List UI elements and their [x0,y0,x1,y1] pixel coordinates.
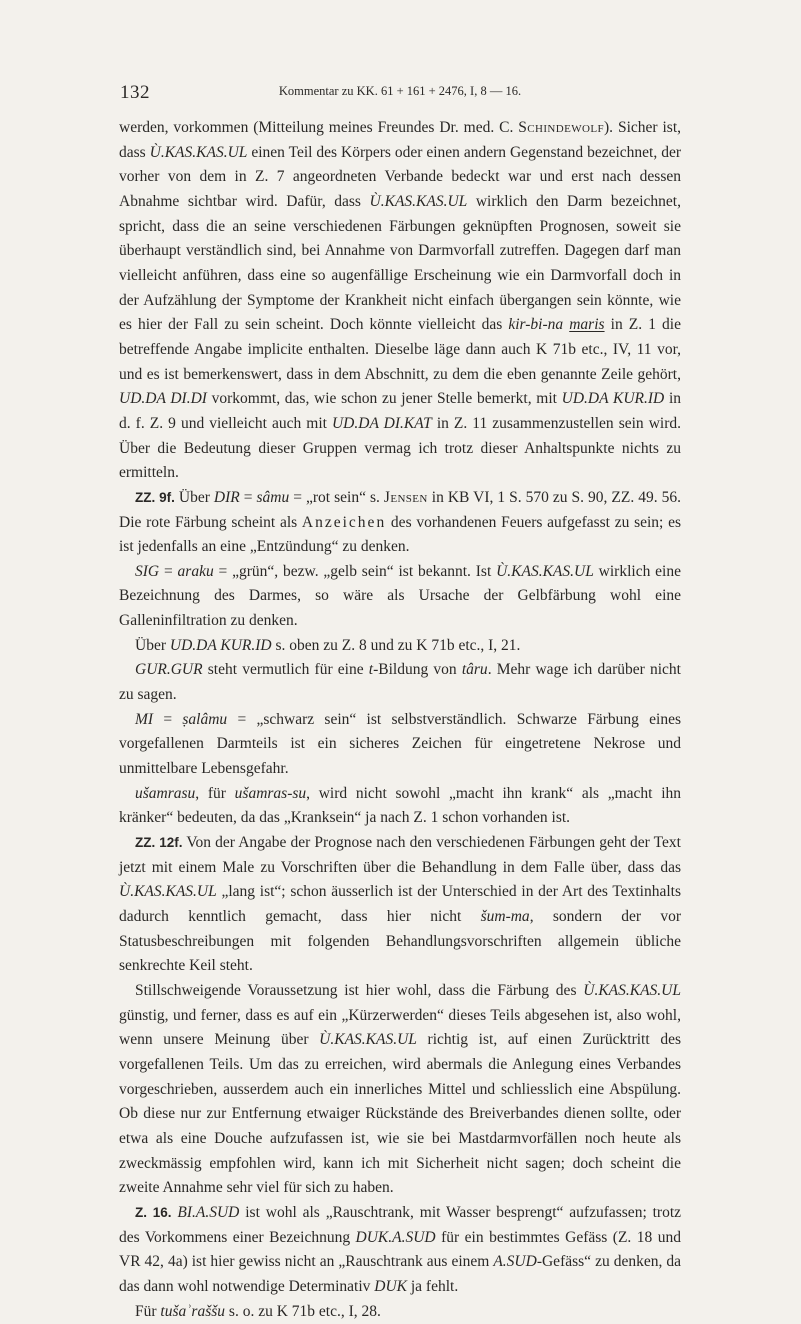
text-run: günstig, und ferner, dass es auf ein „Kürzerwerden“ dieses Teils abgesehen ist, also wohl, wenn unsere Meinung über [119,1007,681,1049]
term: Ù.KAS.KAS.UL [370,193,468,210]
author-name: Jensen [384,489,428,506]
term: ušamras-su [235,785,306,802]
paragraph-10 [119,1201,681,1300]
term: ušamrasu [135,785,195,802]
text-run: , für [195,785,234,802]
paragraph-2 [119,486,681,560]
spaced-word: Anzeichen [302,514,386,531]
running-head: Kommentar zu KK. 61 + 161 + 2476, I, 8 — 16. [120,84,680,99]
term: Ù.KAS.KAS.UL [150,144,248,161]
text-run: = „rot sein“ s. [289,489,384,506]
term: DIR [214,489,240,506]
text-run: = „schwarz sein“ ist selbstverständlich. Schwarze Färbung eines vorgefallenen Darmteils ist ein sicheres Zeichen für eingetretene Nekrose und unmittelbare Lebensgefahr. [119,711,681,777]
term: A.SUD [493,1253,536,1270]
text-run: Über [175,489,214,506]
section-label: Z. 16. [135,1205,172,1220]
term: DUK [374,1278,407,1295]
text-run: vorkommt, das, wie schon zu jener Stelle bemerkt, mit [207,390,562,407]
text-run: ). Sicher ist, dass [119,119,681,161]
text-run: ist wohl als „Rauschtrank, mit Wasser besprengt“ aufzufassen; trotz des Vorkommens einer Bezeichnung [119,1204,681,1246]
text-run: , wird nicht sowohl „macht ihn krank“ als „macht ihn kränker“ bedeuten, da das „Kranksein“ ja nach Z. 1 schon vorhanden ist. [119,785,681,827]
text-run: Über [135,637,170,654]
paragraph-1 [119,116,681,486]
text-run: einen Teil des Körpers oder einen andern Gegenstand bezeichnet, der vorher von dem in Z. 7 angeordneten Verbande bedeckt war und erst nach dessen Abnahme sichtbar wird. Dafür, dass [119,144,681,210]
term: târu [462,661,488,678]
term: Ù.KAS.KAS.UL [319,1031,417,1048]
text-run: Für [135,1303,160,1320]
term: MI [135,711,153,728]
paragraph-9 [119,979,681,1201]
term: maris [569,316,604,333]
text-run: in d. f. Z. 9 und vielleicht auch mit [119,390,681,432]
term: kir-bi-na [508,316,563,333]
term: UD.DA DI.DI [119,390,207,407]
term: DUK.A.SUD [356,1229,436,1246]
paragraph-6 [119,708,681,782]
text-run: = [159,563,177,580]
commentary-body [119,116,681,1324]
text-run: für ein bestimmtes Gefäss (Z. 18 und VR 42, 4a) ist hier gewiss nicht an „Rauschtrank aus einem [119,1229,681,1271]
term: šum-ma [481,908,530,925]
paragraph-5 [119,658,681,707]
paragraph-4 [119,634,681,659]
text-run: = [153,711,182,728]
text-run: , sondern der vor Statusbeschreibungen mit folgenden Behandlungsvorschriften allgemein übliche senkrechte Keil steht. [119,908,681,974]
page-header [120,82,680,104]
term: SIG [135,563,159,580]
paragraph-8 [119,831,681,979]
section-label: ZZ. 9f. [135,490,175,505]
text-run: werden, vorkommen (Mitteilung meines Freundes Dr. med. C. [119,119,518,136]
page-number: 132 [120,82,150,104]
text-run: in Z. 11 zusammenzustellen sein wird. Über die Bedeutung dieser Gruppen vermag ich trotz dieser Anhaltspunkte nichts zu ermitteln. [119,415,681,481]
paragraph-7 [119,782,681,831]
term: GUR.GUR [135,661,203,678]
term: araku [178,563,214,580]
term: t [369,661,373,678]
text-run: wirklich eine Bezeichnung des Darmes, so wäre als Ursache der Gelbfärbung wohl eine Galleninfiltration zu denken. [119,563,681,629]
text-run: des vorhandenen Feuers aufgefasst zu sein; es ist jedenfalls an eine „Entzündung“ zu denken. [119,514,681,556]
text-run: s. oben zu Z. 8 und zu K 71b etc., I, 21. [272,637,521,654]
text-run: = „grün“, bezw. „gelb sein“ ist bekannt. Ist [214,563,496,580]
text-run: wirklich den Darm bezeichnet, spricht, dass die an seine verschiedenen Färbungen geknüpften Prognosen, soweit sie überhaupt verständlich sind, bei Annahme von Darmvorfall zutreffen. Dagegen darf man vielleicht anführen, dass eine so augenfällige Erscheinung wie ein Darmvorfall doch in der Aufzählung der Symptome der Krankheit nicht einfach übergangen sein könnte, wie es hier der Fall zu sein scheint. Doch könnte vielleicht das [119,193,681,333]
text-run: „lang ist“; schon äusserlich ist der Unterschied in der Art des Textinhalts dadurch kenntlich gemacht, dass hier nicht [119,883,681,925]
section-label: ZZ. 12f. [135,835,183,850]
term: Ù.KAS.KAS.UL [496,563,594,580]
term: Ù.KAS.KAS.UL [583,982,681,999]
text-run: -Bildung von [373,661,462,678]
author-name: Schindewolf [518,119,604,136]
term: UD.DA KUR.ID [562,390,665,407]
text-run: -Gefäss“ zu denken, da das dann wohl notwendige Determinativ [119,1253,681,1295]
text-run: ja fehlt. [407,1278,458,1295]
term: UD.DA DI.KAT [332,415,432,432]
text-run: in KB VI, 1 S. 570 zu S. 90, ZZ. 49. 56. Die rote Färbung scheint als [119,489,681,531]
text-run: = [240,489,257,506]
term: sâmu [257,489,290,506]
text-run: Von der Angabe der Prognose nach den verschiedenen Färbungen geht der Text jetzt mit einem Male zu Vorschriften über die Behandlung in dem Falle über, dass das [119,834,681,876]
term: UD.DA KUR.ID [170,637,272,654]
term: Ù.KAS.KAS.UL [119,883,217,900]
text-run: . Mehr wage ich darüber nicht zu sagen. [119,661,681,703]
text-run: s. o. zu K 71b etc., I, 28. [225,1303,381,1320]
paragraph-11 [119,1300,681,1324]
term: tušaʾraššu [160,1303,225,1320]
text-run: richtig ist, auf einen Zurücktritt des vorgefallenen Teils. Um das zu erreichen, wird abermals die Anlegung eines Verbandes vorgeschrieben, ausserdem auch ein innerliches Mittel und schliesslich eine Abspülung. Ob diese nur zur Entfernung etwaiger Rückstände des Breiverbandes dienen sollte, oder etwa als eine Douche aufzufassen ist, wie sie bei Mastdarmvorfällen noch heute als zweckmässig empfohlen wird, kann ich mit Sicherheit nicht sagen; doch scheint die zweite Annahme sehr viel für sich zu haben. [119,1031,681,1196]
paragraph-3 [119,560,681,634]
text-run: Stillschweigende Voraussetzung ist hier wohl, dass die Färbung des [135,982,583,999]
text-run: steht vermutlich für eine [203,661,369,678]
term: BI.A.SUD [177,1204,239,1221]
text-run: in Z. 1 die betreffende Angabe implicite enthalten. Dieselbe läge dann auch K 71b etc., IV, 11 vor, und es ist bemerkenswert, dass in dem Abschnitt, zu dem die eben genannte Zeile gehört, [119,316,681,382]
term: ṣalâmu [182,711,227,728]
